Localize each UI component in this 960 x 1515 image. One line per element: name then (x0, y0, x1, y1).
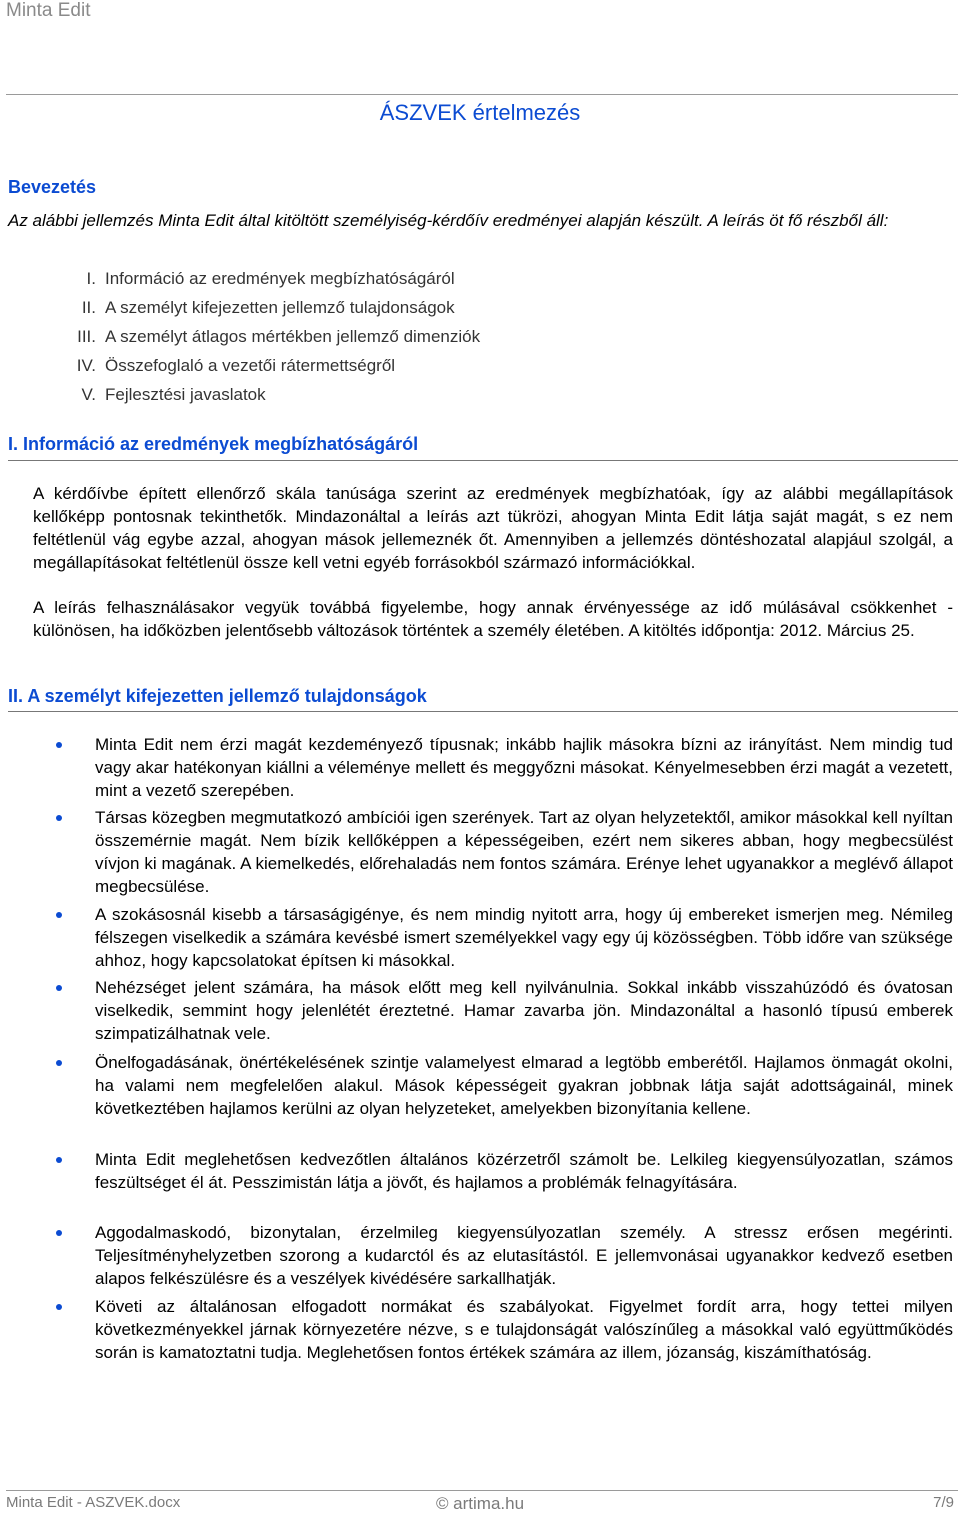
toc-text: Fejlesztési javaslatok (105, 385, 266, 404)
list-item-text: Aggodalmaskodó, bizonytalan, érzelmileg kiegyensúlyozatlan személy. A stressz erősen megérinti. Teljesítményhelyzetben szorong a kudarctól és az elutasítástól. E jellemvonásai ugyanakkor kedvező esetben alapos felkészülésre és a veszélyek kivédésére sarkallhatják. (95, 1223, 953, 1288)
section2-divider (8, 711, 958, 712)
list-item-text: Önelfogadásának, önértékelésének szintje valamelyest elmarad a legtöbb emberétől. Hajlamos önmagát okolni, ha valami nem megfelelően alakul. Mások képességeit gyakran jobbnak látja saját adottságainál, minek következtében hajlamos kerülni az olyan helyzeteket, amelyekben bizonyítania kellene. (95, 1053, 953, 1118)
bullet-dot-icon (56, 1157, 62, 1163)
toc-text: A személyt kifejezetten jellemző tulajdonságok (105, 298, 455, 317)
toc-number: III. (77, 327, 96, 346)
page-header-name: Minta Edit (6, 0, 91, 21)
intro-heading: Bevezetés (8, 177, 97, 197)
list-item-text: A szokásosnál kisebb a társaságigénye, és nem mindig nyitott arra, hogy új embereket ismerjen meg. Némileg félszegen viselkedik a számára kevésbé ismert személyekkel vagy egy új közösségben. Több időre van szüksége ahhoz, hogy kapcsolatokat építsen ki másokkal. (95, 905, 953, 970)
toc-text: A személyt átlagos mértékben jellemző dimenziók (105, 327, 481, 346)
toc-number: II. (81, 298, 96, 317)
bullet-dot-icon (56, 912, 62, 918)
list-item-text: Követi az általánosan elfogadott normákat és szabályokat. Figyelmet fordít arra, hogy tettei milyen következményekkel járnak környezetére nézve, s e tulajdonságát valószínűleg a másokkal való együttműködés során is kamatoztatni tudja. Meglehetősen fontos értékek számára az illem, józanság, kiszámíthatóság. (95, 1297, 953, 1362)
bullet-dot-icon (56, 742, 62, 748)
header-divider (6, 94, 958, 95)
toc-number: V. (81, 385, 96, 404)
footer-copyright: © artima.hu (435, 1494, 525, 1513)
bullet-dot-icon (56, 815, 62, 821)
toc-text: Információ az eredmények megbízhatóságáról (105, 269, 455, 288)
section1-paragraph: A kérdőívbe épített ellenőrző skála tanúsága szerint az eredmények megbízhatóak, így az alábbi megállapítások kellőképp pontosnak tekinthetők. Mindazonáltal a leírás azt tükrözi, ahogyan Minta Edit látja saját magát, s ez nem feltétlenül vág egybe azzal, ahogyan mások jellemeznék őt. Amennyiben a jellemzés döntéshozatal alapjául szolgál, a megállapításokat feltétlenül össze kell vetni egyéb forrásokból származó információkkal. (33, 484, 953, 572)
section1-heading: I. Információ az eredmények megbízhatóságáról (8, 434, 419, 454)
section2-heading: II. A személyt kifejezetten jellemző tulajdonságok (8, 686, 427, 706)
footer-filename: Minta Edit - ASZVEK.docx (6, 1494, 181, 1511)
list-item-text: Nehézséget jelent számára, ha mások előtt meg kell nyilvánulnia. Sokkal inkább visszahúzódó és óvatosan viselkedik, semmint hogy jelenlétét éreztetné. Hamar zavarba jön. Mindazonáltal a hasonló típusú emberek szimpatizálhatnak vele. (95, 978, 953, 1043)
intro-text: Az alábbi jellemzés Minta Edit által kitöltött személyiség-kérdőív eredményei alapján készült. A leírás öt fő részből áll: (8, 211, 889, 230)
document-title: ÁSZVEK értelmezés (379, 100, 581, 125)
bullet-dot-icon (56, 1230, 62, 1236)
footer-divider (6, 1490, 958, 1491)
bullet-dot-icon (56, 985, 62, 991)
bullet-dot-icon (56, 1304, 62, 1310)
footer-page-number: 7/9 (933, 1494, 954, 1511)
list-item-text: Társas közegben megmutatkozó ambíciói igen szerények. Tart az olyan helyzetektől, amikor másokkal kell nyíltan összemérnie magát. Nem bízik kellőképpen a képességeiben, ezért nem sikeres abban, hogy megbecsülést vívjon ki magának. A kiemelkedés, előrehaladás nem fontos számára. Erénye lehet ugyanakkor a meglévő állapot megbecsülése. (95, 808, 953, 896)
toc-text: Összefoglaló a vezetői rátermettségről (105, 356, 396, 375)
toc-number: IV. (76, 356, 96, 375)
section1-divider (8, 460, 958, 461)
bullet-dot-icon (56, 1060, 62, 1066)
list-item-text: Minta Edit nem érzi magát kezdeményező típusnak; inkább hajlik másokra bízni az irányítást. Nem mindig tud vagy akar hatékonyan kiállni a véleménye mellett és meggyőzni másokat. Kényelmesebben érzi magát a vezetett, mint a vezető szerepében. (95, 735, 953, 800)
section1-paragraph: A leírás felhasználásakor vegyük továbbá figyelembe, hogy annak érvényessége az idő múlásával csökkenhet - különösen, ha időközben jelentősebb változások történtek a személy életében. A kitöltés időpontja: 2012. Március 25. (33, 598, 953, 640)
toc-number: I. (86, 269, 96, 288)
list-item-text: Minta Edit meglehetősen kedvezőtlen általános közérzetről számolt be. Lelkileg kiegyensúlyozatlan, számos feszültséget él át. Pesszimistán látja a jövőt, és hajlamos a problémák felnagyítására. (95, 1150, 953, 1192)
